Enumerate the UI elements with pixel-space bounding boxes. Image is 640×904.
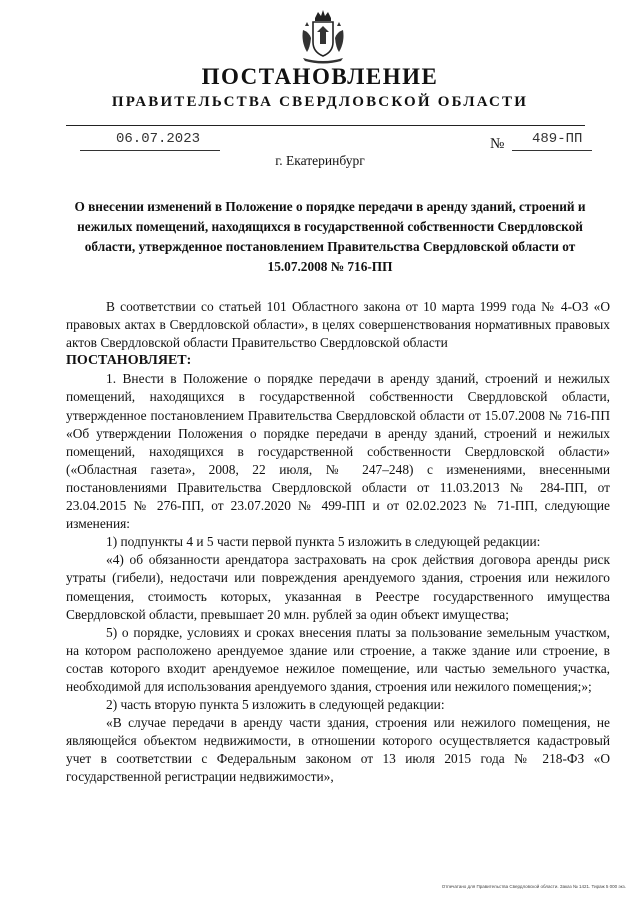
document-title: ПОСТАНОВЛЕНИЕ bbox=[201, 64, 439, 89]
preamble: В соответствии со статьей 101 Областного закона от 10 марта 1999 года № 4-ОЗ «О правовых актах в Свердловской области», в целях совершенствования нормативных правовых актов Свердловской области Правительство Свердловской области bbox=[66, 299, 610, 351]
header-divider bbox=[66, 125, 585, 126]
document-number: 489-ПП bbox=[532, 131, 583, 147]
document-subtitle: ПРАВИТЕЛЬСТВА СВЕРДЛОВСКОЙ ОБЛАСТИ bbox=[111, 94, 529, 110]
paragraph-2: 1) подпункты 4 и 5 части первой пункта 5 изложить в следующей редакции: bbox=[106, 534, 541, 550]
number-sign: № bbox=[490, 136, 505, 152]
paragraph-5: 2) часть вторую пункта 5 изложить в следующей редакции: bbox=[106, 697, 445, 713]
decree-word: ПОСТАНОВЛЯЕТ: bbox=[66, 353, 192, 369]
paragraph-3: «4) об обязанности арендатора застраховать на срок действия договора аренды риск утраты (гибели), недостачи или повреждения арендуемого здания, строения или нежилого помещения, стоимость которых, указанная в Реестре государственного имущества Свердловской области, превышает 20 млн. рублей за один объект имущества; bbox=[66, 552, 610, 622]
print-footer: Отпечатано для Правительства Свердловской области. Заказ № 1421. Тираж 5 000 экз. bbox=[441, 884, 626, 889]
document-body bbox=[66, 298, 610, 787]
document-heading: О внесении изменений в Положение о порядке передачи в аренду зданий, строений и нежилых помещений, находящихся в государственной собственности Свердловской области, утвержденное постановлением Правительства Свердловской области от 15.07.2008 № 716-ПП bbox=[74, 199, 586, 274]
paragraph-4: 5) о порядке, условиях и сроках внесения платы за пользование земельным участком, на котором расположено арендуемое здание или строение, а также здание или строение, в состав которого входит арендуемое нежилое помещение, или частью земельного участка, необходимой для использования арендуемого здания, строения или нежилого помещения;»; bbox=[66, 624, 610, 694]
date-underline bbox=[80, 150, 220, 151]
city: г. Екатеринбург bbox=[275, 153, 365, 168]
paragraph-6: «В случае передачи в аренду части здания, строения или нежилого помещения, не являющейся объектом недвижимости, в отношении которого осуществляется кадастровый учет в соответствии с Федеральным законом от 13 июля 2015 года № 218-ФЗ «О государственной регистрации недвижимости», bbox=[66, 715, 610, 785]
document-date: 06.07.2023 bbox=[116, 131, 201, 147]
paragraph-1: 1. Внести в Положение о порядке передачи в аренду зданий, строений и нежилых помещений, находящихся в государственной собственности Свердловской области, утвержденное постановлением Правительства Свердловской области от 15.07.2008 № 716-ПП «Об утверждении Положения о порядке передачи в аренду зданий, строений и нежилых помещений, находящихся в государственной собственности Свердловской области» («Областная газета», 2008, 22 июля, № 247–248) с изменениями, внесенными постановлениями Правительства Свердловской области от 11.03.2013 № 284-ПП, от 23.04.2015 № 276-ПП, от 23.07.2020 № 499-ПП и от 02.02.2023 № 71-ПП, следующие изменения: bbox=[66, 371, 610, 532]
number-underline bbox=[512, 150, 592, 151]
sverdlovsk-coat-of-arms-icon bbox=[297, 8, 349, 64]
